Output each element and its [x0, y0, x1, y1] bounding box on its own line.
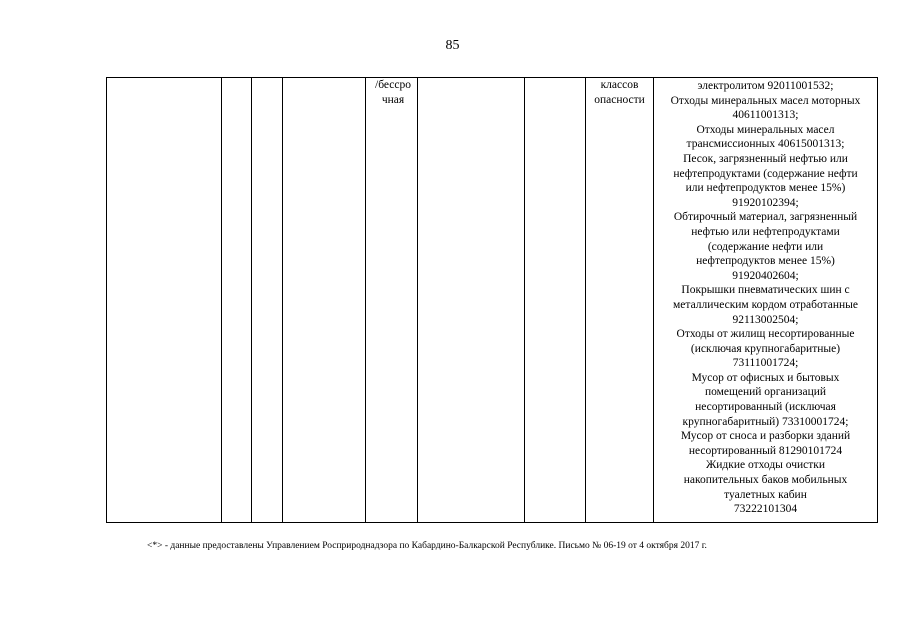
cell-text-line: опасности	[594, 93, 645, 106]
table-cell-6	[418, 78, 525, 523]
cell-text-line: или нефтепродуктов менее 15%)	[685, 182, 846, 195]
cell-text-line: /бессро	[375, 79, 411, 91]
cell-text-line: (содержание нефти или	[707, 240, 824, 253]
table-cell-2	[222, 78, 252, 523]
validity-term-cell	[366, 78, 418, 523]
cell-text-line: 91920102394;	[732, 196, 799, 209]
cell-text-line: электролитом 92011001532;	[697, 80, 834, 92]
cell-text-line: 92113002504;	[732, 313, 799, 326]
cell-text-line: классов	[600, 79, 639, 91]
cell-text-line: нефтепродуктов менее 15%)	[696, 255, 835, 268]
cell-text-line: несортированный (исключая	[695, 401, 836, 414]
cell-text-line: накопительных баков мобильных	[683, 474, 848, 487]
cell-text-line: Отходы от жилищ несортированные	[676, 328, 855, 341]
cell-text-line: Обтирочный материал, загрязненный	[673, 211, 858, 224]
cell-text-line: Песок, загрязненный нефтью или	[683, 152, 848, 165]
cell-text-line: 73222101304	[733, 503, 798, 516]
cell-text-line: 40611001313;	[732, 109, 799, 122]
cell-text-line: металлическим кордом отработанные	[673, 298, 858, 311]
cell-text-line: 91920402604;	[732, 269, 799, 282]
cell-text-line: Покрышки пневматических шин с	[681, 284, 850, 297]
cell-text-line: несортированный 81290101724	[688, 444, 843, 457]
cell-text-line: крупногабаритный) 73310001724;	[682, 415, 849, 428]
table-cell-3	[252, 78, 283, 523]
cell-text-line: нефтью или нефтепродуктами	[691, 225, 840, 238]
cell-text-line: Отходы минеральных масел моторных	[670, 94, 861, 107]
waste-table	[106, 77, 878, 523]
table-cell-1	[107, 78, 222, 523]
cell-text-line: трансмиссионных 40615001313;	[686, 138, 845, 151]
cell-text-line: помещений организаций	[704, 386, 827, 399]
cell-text-line: нефтепродуктами (содержание нефти	[673, 167, 858, 180]
table-cell-4	[283, 78, 366, 523]
cell-text-line: Жидкие отходы очистки	[705, 459, 826, 472]
footnote: <*> - данные предоставлены Управлением Росприроднадзора по Кабардино-Балкарской Республике. Письмо № 06-19 от 4 октября 2017 г.	[147, 541, 707, 551]
cell-text-line: 73111001724;	[732, 357, 799, 370]
cell-text-line: туалетных кабин	[724, 488, 807, 501]
cell-text-line: Мусор от сноса и разборки зданий	[680, 430, 851, 443]
hazard-class-cell	[586, 78, 654, 523]
page-number: 85	[445, 38, 460, 53]
cell-text-line: Отходы минеральных масел	[696, 123, 835, 136]
table-row	[107, 78, 878, 523]
waste-types-cell	[654, 78, 878, 523]
table-cell-7	[525, 78, 586, 523]
cell-text-line: (исключая крупногабаритные)	[690, 342, 841, 355]
cell-text-line: Мусор от офисных и бытовых	[691, 371, 840, 384]
cell-text-line: чная	[381, 93, 405, 106]
